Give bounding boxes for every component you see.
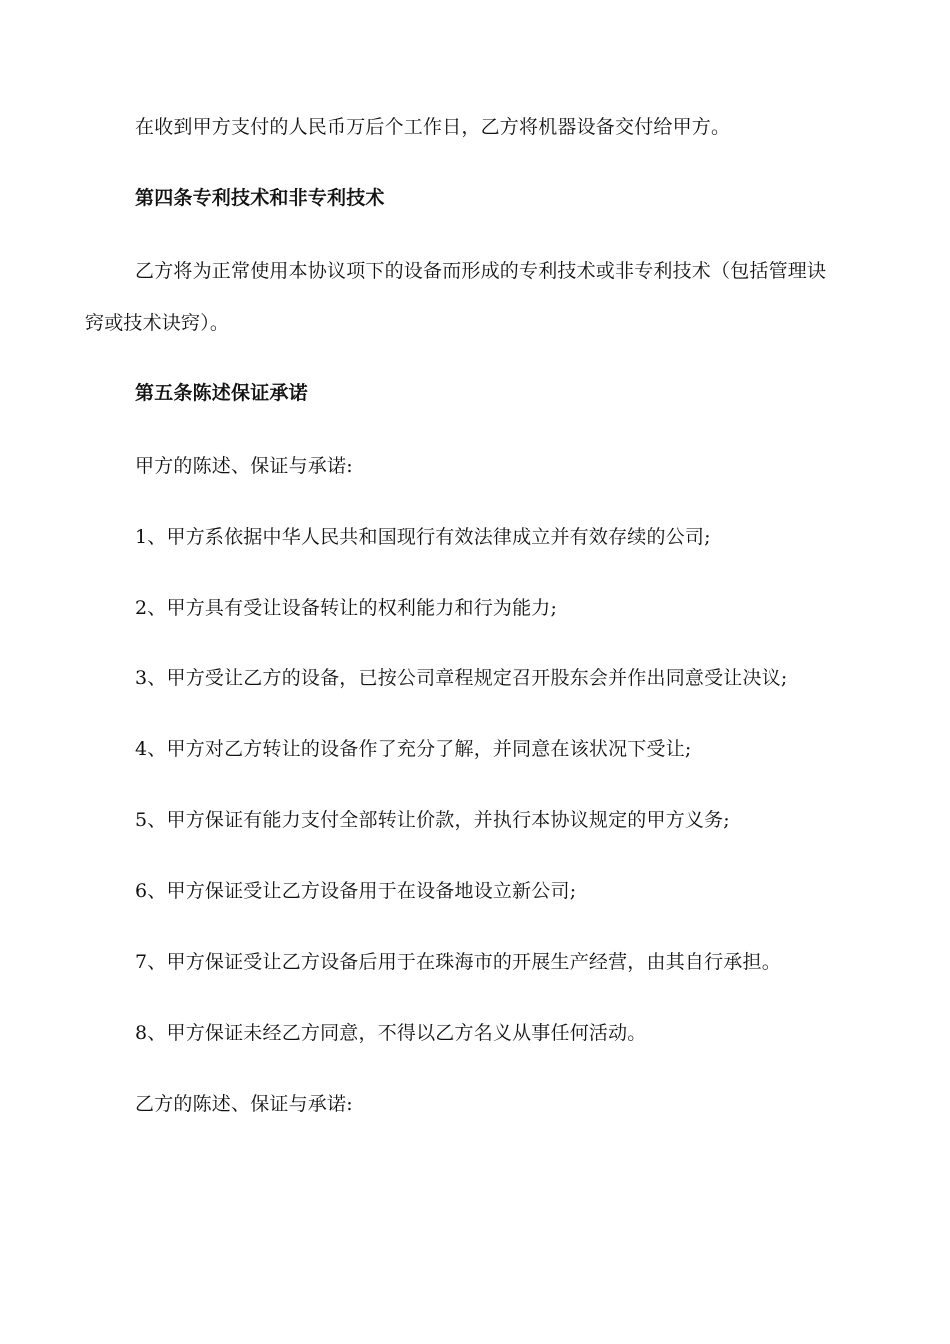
party-a-item-2: 2、甲方具有受让设备转让的权利能力和行为能力; — [135, 597, 558, 619]
party-a-item-8: 8、甲方保证未经乙方同意，不得以乙方名义从事任何活动。 — [135, 1022, 647, 1044]
party-b-intro: 乙方的陈述、保证与承诺: — [135, 1093, 353, 1115]
paragraph-delivery: 在收到甲方支付的人民币万后个工作日，乙方将机器设备交付给甲方。 — [135, 116, 731, 138]
party-a-item-6: 6、甲方保证受让乙方设备用于在设备地设立新公司; — [135, 880, 577, 902]
article-5-heading: 第五条陈述保证承诺 — [135, 382, 308, 404]
party-a-item-4: 4、甲方对乙方转让的设备作了充分了解，并同意在该状况下受让; — [135, 738, 692, 760]
party-a-intro: 甲方的陈述、保证与承诺: — [135, 455, 353, 477]
party-a-item-7: 7、甲方保证受让乙方设备后用于在珠海市的开展生产经营，由其自行承担。 — [135, 951, 781, 973]
party-a-item-3: 3、甲方受让乙方的设备，已按公司章程规定召开股东会并作出同意受让决议; — [135, 667, 788, 689]
article-4-body-line-1: 乙方将为正常使用本协议项下的设备而形成的专利技术或非专利技术（包括管理诀 — [135, 260, 827, 282]
article-4-heading: 第四条专利技术和非专利技术 — [135, 187, 385, 209]
article-4-body-line-2: 窍或技术诀窍）。 — [85, 312, 230, 334]
party-a-item-1: 1、甲方系依据中华人民共和国现行有效法律成立并有效存续的公司; — [135, 526, 711, 548]
party-a-item-5: 5、甲方保证有能力支付全部转让价款，并执行本协议规定的甲方义务; — [135, 809, 730, 831]
